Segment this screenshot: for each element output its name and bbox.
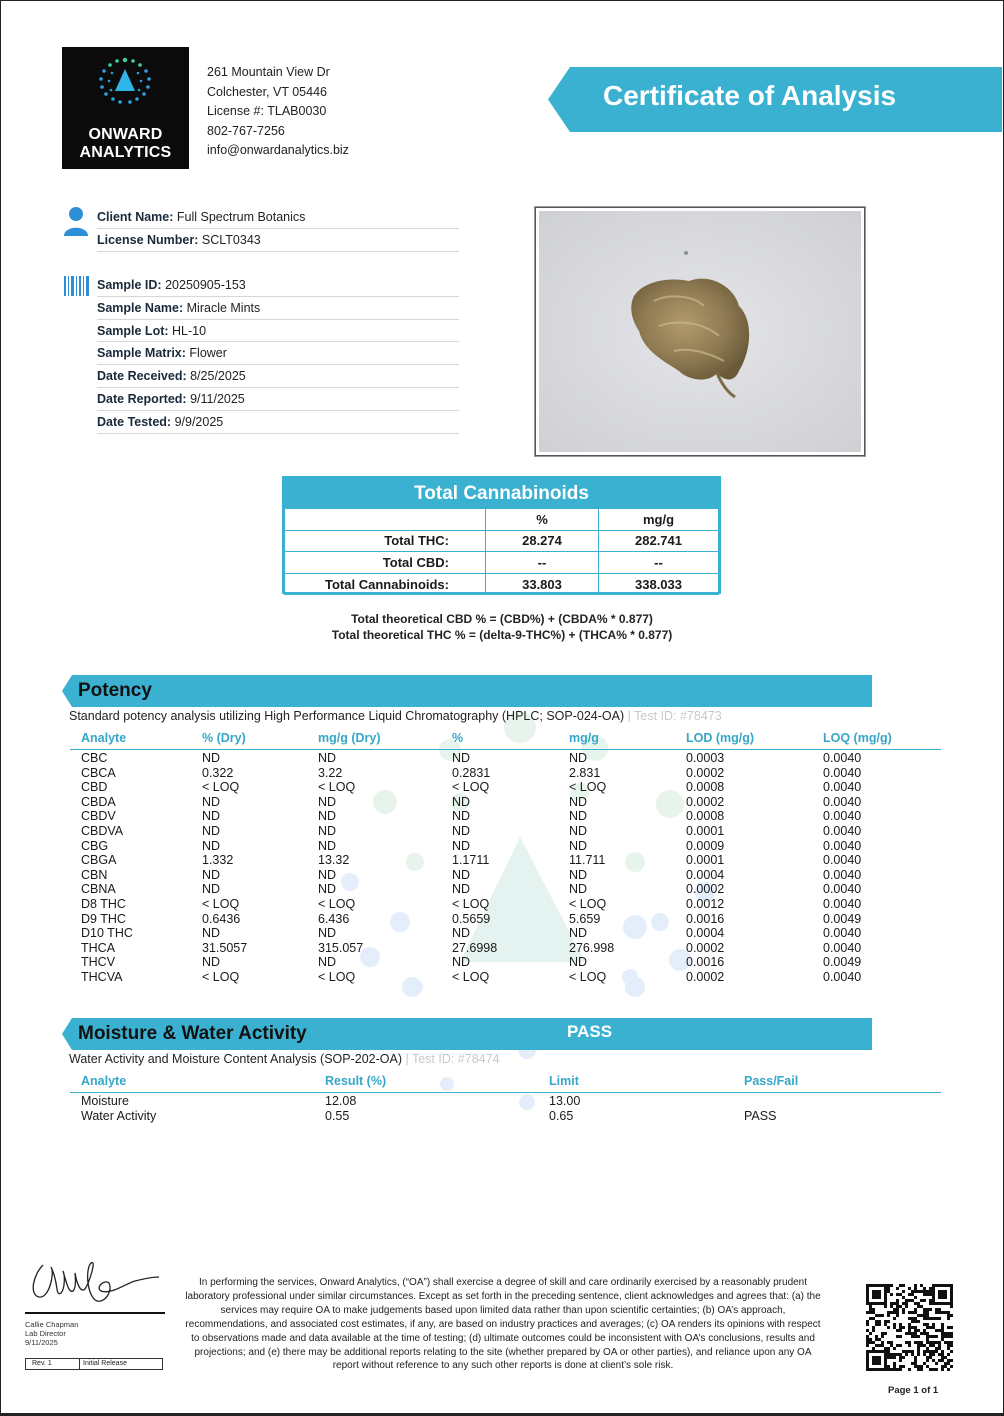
- client-info: [97, 206, 459, 252]
- client-name-value: Full Spectrum Botanics: [176, 210, 306, 224]
- potency-cell: ND: [202, 809, 221, 824]
- potency-cell: 0.0008: [686, 780, 725, 795]
- potency-cell: < LOQ: [318, 970, 356, 984]
- potency-column-header: LOQ (mg/g): [823, 731, 892, 745]
- potency-test-id: | Test ID: #78473: [627, 709, 722, 723]
- potency-cell: ND: [452, 794, 471, 809]
- potency-analyte: CBNA: [81, 882, 116, 897]
- moisture-cell: 12.08: [325, 1094, 357, 1108]
- potency-cell: 0.0003: [686, 751, 725, 765]
- potency-cell: 0.0049: [823, 911, 862, 926]
- column-header-pct: %: [486, 509, 599, 531]
- potency-column-header: %: [452, 731, 464, 745]
- potency-cell: 2.831: [569, 765, 601, 780]
- client-name-label: Client Name:: [97, 210, 174, 224]
- logo-word-onward: ONWARD: [88, 126, 163, 143]
- revision-divider: [79, 1359, 80, 1369]
- potency-cell: 0.322: [202, 765, 234, 780]
- sample-value: 20250905-153: [165, 278, 246, 292]
- sample-value: Flower: [189, 346, 227, 361]
- potency-cell: < LOQ: [452, 970, 490, 984]
- potency-cell: < LOQ: [202, 970, 240, 984]
- potency-cell: < LOQ: [318, 780, 356, 795]
- potency-cell: ND: [318, 955, 337, 970]
- potency-cell: 0.0040: [823, 751, 862, 765]
- potency-cell: < LOQ: [202, 897, 240, 911]
- potency-cell: 0.0040: [823, 970, 862, 984]
- potency-cell: ND: [202, 794, 221, 809]
- sample-label: Sample Lot:: [97, 323, 169, 338]
- sample-row: [97, 297, 459, 320]
- lab-phone: 802-767-7256: [207, 123, 285, 138]
- potency-cell: 6.436: [318, 911, 350, 926]
- sample-photo-frame: [535, 207, 865, 456]
- sample-value: Miracle Mints: [186, 300, 261, 315]
- page-number: Page 1 of 1: [888, 1385, 939, 1396]
- potency-analyte: CBN: [81, 867, 108, 882]
- potency-cell: ND: [452, 867, 471, 882]
- potency-cell: ND: [569, 838, 588, 853]
- row-mg: 338.033: [599, 573, 719, 595]
- potency-cell: 0.0040: [823, 853, 862, 868]
- sample-label: Sample ID:: [97, 278, 162, 292]
- potency-title: Potency: [78, 680, 152, 701]
- moisture-cell: 0.55: [325, 1109, 350, 1123]
- potency-cell: ND: [452, 838, 471, 853]
- potency-cell: < LOQ: [318, 897, 356, 911]
- potency-column-header: Analyte: [81, 731, 127, 745]
- total-cannabinoids-table: [282, 476, 721, 594]
- potency-cell: ND: [202, 838, 221, 853]
- potency-cell: ND: [318, 809, 337, 824]
- table-row: [285, 530, 719, 552]
- potency-cell: 276.998: [569, 940, 615, 955]
- row-pct: 28.274: [486, 530, 599, 552]
- person-icon: [63, 206, 89, 236]
- row-pct: --: [486, 552, 599, 574]
- sample-label: Date Received:: [97, 369, 187, 384]
- sample-row: [97, 411, 459, 434]
- potency-cell: ND: [452, 882, 471, 897]
- potency-method: Standard potency analysis utilizing High Performance Liquid Chromatography (HPLC; SOP-024-OA): [69, 709, 625, 723]
- row-mg: 282.741: [599, 530, 719, 552]
- row-label: Total THC:: [285, 530, 486, 552]
- sample-row: [97, 388, 459, 411]
- potency-cell: 5.659: [569, 911, 601, 926]
- total-cannabinoids-title: Total Cannabinoids: [284, 478, 719, 508]
- potency-cell: < LOQ: [452, 897, 490, 911]
- potency-banner: [62, 675, 872, 707]
- revision-box: [25, 1358, 163, 1370]
- moisture-test-id: | Test ID: #78474: [405, 1052, 500, 1066]
- sample-value: 9/9/2025: [174, 414, 224, 429]
- lab-email: info@onwardanalytics.biz: [207, 143, 349, 158]
- potency-cell: 1.332: [202, 853, 234, 868]
- potency-analyte: D8 THC: [81, 897, 126, 911]
- potency-cell: < LOQ: [569, 897, 607, 911]
- potency-cell: 1.1711: [452, 853, 490, 868]
- page-title: Certificate of Analysis: [603, 80, 897, 111]
- potency-cell: ND: [569, 926, 588, 941]
- client-name-row: [97, 206, 459, 229]
- moisture-analyte: Water Activity: [81, 1109, 157, 1123]
- sample-label: Date Tested:: [97, 414, 172, 429]
- potency-cell: 0.2831: [452, 765, 491, 780]
- potency-cell: ND: [202, 882, 221, 897]
- formula-cbd: Total theoretical CBD % = (CBD%) + (CBDA% * 0.877): [351, 612, 653, 626]
- potency-cell: 0.0016: [686, 911, 725, 926]
- potency-cell: 31.5057: [202, 940, 248, 955]
- sample-value: 9/11/2025: [190, 391, 245, 406]
- potency-cell: 11.711: [569, 853, 606, 868]
- potency-cell: 0.5659: [452, 911, 491, 926]
- potency-cell: 0.0040: [823, 780, 862, 795]
- potency-cell: 0.0040: [823, 809, 862, 824]
- potency-analyte: CBGA: [81, 853, 117, 868]
- potency-column-header: mg/g: [569, 731, 599, 745]
- potency-analyte: CBD: [81, 780, 108, 795]
- potency-cell: ND: [452, 955, 471, 970]
- logo-word-analytics: ANALYTICS: [79, 144, 172, 161]
- potency-cell: 315.057: [318, 940, 364, 955]
- legal-disclaimer: In performing the services, Onward Analytics, (“OA”) shall exercise a degree of skill and care ordinarily exercised by a reasonably prudent laboratory professional under similar circumstances. Except as set forth in the preceding sentence, client acknowledges and agrees that: (a) the services may require OA to make judgements based upon limited data rather than upon scientific certainties; (b) OA’s approach, recommendations, and associated cost estimates, if any, are based on industry practices and averages; (c) OA renders its opinions with respect to observations made and data available at the time of testing; (d) ultimate outcomes could be inconsistent with OA’s conclusions, results and projections; and (e) there may be additional reports relating to the site (whether prepared by OA or other parties), and reliance upon any OA report without reference to any such other reports is done at client’s sole risk.: [185, 1277, 821, 1372]
- moisture-title: Moisture & Water Activity: [78, 1023, 307, 1044]
- potency-cell: ND: [569, 824, 588, 838]
- potency-cell: ND: [318, 838, 337, 853]
- potency-cell: ND: [318, 882, 337, 897]
- potency-cell: < LOQ: [569, 780, 607, 795]
- moisture-status-badge: PASS: [567, 1022, 613, 1041]
- potency-cell: ND: [202, 751, 221, 765]
- potency-cell: 0.0016: [686, 955, 725, 970]
- formula-thc: Total theoretical THC % = (delta-9-THC%) + (THCA% * 0.877): [331, 628, 673, 642]
- client-license-value: SCLT0343: [201, 232, 261, 247]
- moisture-cell: 13.00: [549, 1094, 581, 1108]
- sample-row: [97, 320, 459, 343]
- signed-date: 9/11/2025: [25, 1338, 58, 1347]
- signer-block: [25, 1320, 78, 1347]
- potency-cell: < LOQ: [202, 780, 240, 795]
- moisture-analyte: Moisture: [81, 1094, 129, 1108]
- potency-cell: 0.0001: [686, 853, 725, 868]
- sample-label: Sample Name:: [97, 300, 184, 315]
- lab-address-line1: 261 Mountain View Dr: [207, 65, 330, 79]
- moisture-description: [69, 1052, 500, 1066]
- potency-cell: ND: [318, 794, 337, 809]
- sample-value: HL-10: [172, 323, 207, 338]
- sample-info: [97, 274, 459, 434]
- potency-cell: ND: [569, 955, 588, 970]
- column-header-mg: mg/g: [599, 509, 719, 531]
- potency-analyte: CBDA: [81, 794, 116, 809]
- potency-cell: ND: [202, 926, 221, 941]
- potency-cell: < LOQ: [569, 970, 607, 984]
- potency-column-header: mg/g (Dry): [318, 731, 381, 745]
- lab-logo: [62, 47, 189, 169]
- potency-cell: 0.0002: [686, 882, 725, 897]
- potency-analyte: D9 THC: [81, 911, 126, 926]
- sample-row: [97, 342, 459, 365]
- potency-cell: 0.0040: [823, 926, 862, 941]
- signature-line: [25, 1312, 165, 1314]
- potency-analyte: CBG: [81, 838, 109, 853]
- potency-cell: ND: [452, 824, 471, 838]
- potency-cell: 0.0008: [686, 809, 725, 824]
- row-mg: --: [599, 552, 719, 574]
- potency-cell: 27.6998: [452, 940, 498, 955]
- moisture-method: Water Activity and Moisture Content Analysis (SOP-202-OA): [69, 1052, 402, 1066]
- moisture-cell: PASS: [744, 1109, 777, 1123]
- potency-cell: 0.0040: [823, 897, 862, 911]
- potency-cell: 0.0040: [823, 824, 862, 838]
- qr-code[interactable]: [866, 1284, 953, 1371]
- revision-number: Rev. 1: [32, 1360, 52, 1367]
- table-header-row: [285, 509, 719, 531]
- potency-cell: 0.0049: [823, 955, 862, 970]
- potency-cell: 0.0040: [823, 765, 862, 780]
- lab-license: License #: TLAB0030: [207, 104, 327, 119]
- potency-cell: ND: [318, 867, 337, 882]
- potency-cell: 0.0009: [686, 838, 725, 853]
- total-cannabinoids-grid: [284, 508, 719, 595]
- potency-cell: 0.0002: [686, 940, 725, 955]
- potency-analyte: D10 THC: [81, 926, 133, 941]
- potency-header-rule: [70, 749, 941, 750]
- sample-row: [97, 274, 459, 297]
- potency-cell: ND: [318, 751, 337, 765]
- potency-cell: ND: [202, 867, 221, 882]
- table-row: [285, 552, 719, 574]
- potency-analyte: THCVA: [81, 970, 123, 984]
- potency-column-header: % (Dry): [202, 731, 246, 745]
- potency-analyte: THCV: [81, 955, 116, 970]
- signature: [25, 1253, 170, 1311]
- potency-cell: 0.0040: [823, 838, 862, 853]
- potency-cell: ND: [318, 824, 337, 838]
- potency-cell: ND: [569, 794, 588, 809]
- potency-cell: < LOQ: [452, 780, 490, 795]
- potency-cell: 0.0040: [823, 867, 862, 882]
- barcode-icon: [64, 276, 90, 296]
- potency-cell: 3.22: [318, 765, 343, 780]
- signer-title: Lab Director: [25, 1329, 66, 1338]
- revision-note: Initial Release: [83, 1360, 127, 1367]
- sample-photo: [539, 211, 861, 452]
- potency-analyte: THCA: [81, 940, 116, 955]
- sample-label: Sample Matrix:: [97, 346, 186, 361]
- potency-cell: 0.0004: [686, 926, 725, 941]
- moisture-column-header: Limit: [549, 1074, 579, 1088]
- moisture-column-header: Analyte: [81, 1074, 127, 1088]
- potency-column-header: LOD (mg/g): [686, 731, 755, 745]
- potency-cell: ND: [569, 809, 588, 824]
- potency-analyte: CBCA: [81, 765, 116, 780]
- potency-cell: 0.0002: [686, 765, 725, 780]
- signer-name: Callie Chapman: [25, 1320, 79, 1329]
- potency-analyte: CBDV: [81, 809, 116, 824]
- potency-cell: 0.0002: [686, 970, 725, 984]
- potency-cell: 0.0040: [823, 794, 862, 809]
- moisture-column-header: Pass/Fail: [744, 1074, 799, 1088]
- client-license-label: License Number:: [97, 232, 199, 247]
- potency-cell: 0.0040: [823, 940, 862, 955]
- moisture-cell: 0.65: [549, 1109, 574, 1123]
- sample-label: Date Reported:: [97, 391, 187, 406]
- potency-cell: 0.0040: [823, 882, 862, 897]
- potency-cell: 0.0012: [686, 897, 725, 911]
- logo-dots-icon: [62, 53, 189, 113]
- row-pct: 33.803: [486, 573, 599, 595]
- potency-cell: ND: [202, 824, 221, 838]
- potency-cell: 0.0002: [686, 794, 725, 809]
- potency-cell: 0.6436: [202, 911, 241, 926]
- client-license-row: [97, 229, 459, 252]
- potency-cell: ND: [318, 926, 337, 941]
- potency-cell: 0.0004: [686, 867, 725, 882]
- moisture-column-header: Result (%): [325, 1074, 387, 1088]
- table-cell: [285, 509, 486, 531]
- lab-address-line2: Colchester, VT 05446: [207, 84, 327, 99]
- potency-cell: 0.0001: [686, 824, 725, 838]
- potency-cell: ND: [569, 867, 588, 882]
- potency-cell: ND: [569, 882, 588, 897]
- potency-cell: ND: [202, 955, 221, 970]
- potency-cell: ND: [452, 751, 471, 765]
- row-label: Total Cannabinoids:: [285, 573, 486, 595]
- potency-analyte: CBDVA: [81, 824, 124, 838]
- potency-cell: 13.32: [318, 853, 350, 868]
- lab-contact-info: [207, 63, 349, 161]
- potency-analyte: CBC: [81, 751, 108, 765]
- moisture-header-rule: [70, 1092, 941, 1093]
- potency-description: [69, 709, 722, 723]
- potency-cell: ND: [452, 809, 471, 824]
- sample-value: 8/25/2025: [190, 369, 246, 384]
- potency-cell: ND: [452, 926, 471, 941]
- potency-cell: ND: [569, 751, 588, 765]
- table-row: [285, 573, 719, 595]
- row-label: Total CBD:: [285, 552, 486, 574]
- sample-row: [97, 365, 459, 388]
